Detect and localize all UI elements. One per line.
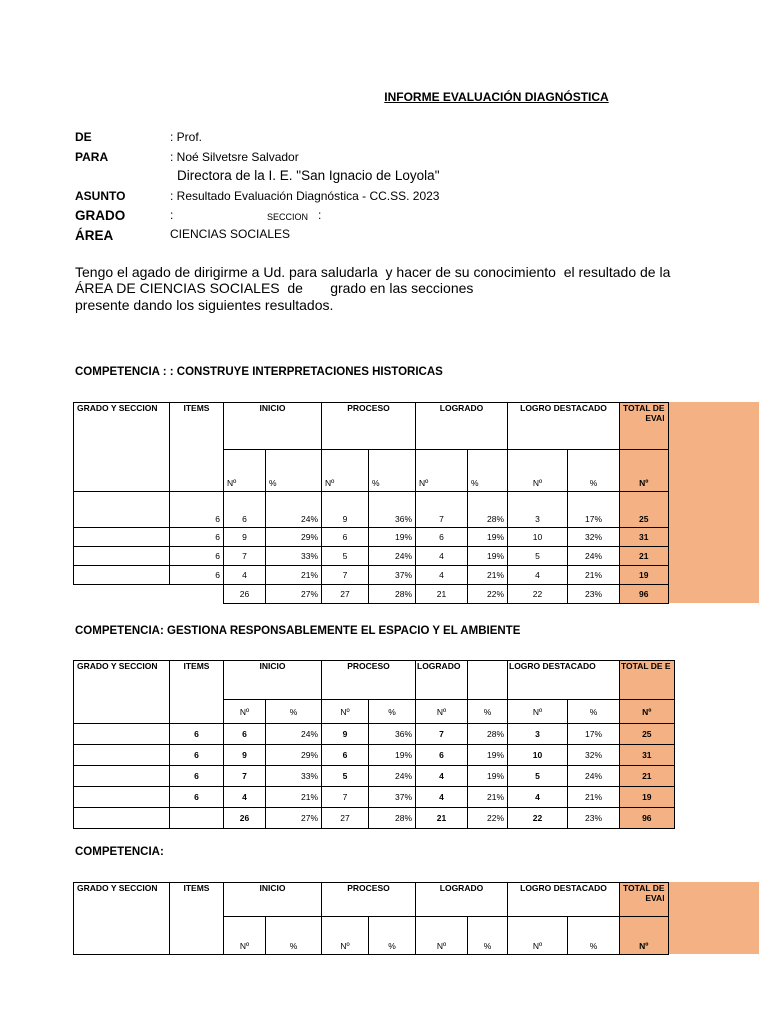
logrado-pct: 21%	[468, 787, 508, 808]
items-cell	[170, 808, 224, 829]
logro-n: 4	[508, 566, 568, 585]
logro-n: 3	[508, 724, 568, 745]
proceso-pct: 37%	[369, 787, 416, 808]
para-label: PARA	[75, 150, 109, 164]
subheader-pct: %	[568, 917, 620, 955]
header-grado-seccion: GRADO Y SECCION	[74, 883, 170, 955]
subheader-n: Nº	[416, 700, 468, 724]
total-n: 25	[620, 492, 669, 528]
area-value: CIENCIAS SOCIALES	[170, 227, 291, 241]
table-row	[74, 528, 669, 547]
competencia-title-3: COMPETENCIA:	[75, 846, 164, 858]
proceso-n: 7	[322, 566, 369, 585]
subheader-pct: %	[468, 917, 508, 955]
inicio-n: 6	[224, 724, 266, 745]
header-total-line2: EVAl	[645, 893, 665, 903]
inicio-n: 7	[224, 766, 266, 787]
logrado-pct: 19%	[468, 528, 508, 547]
subheader-n: Nº	[224, 700, 266, 724]
total-inicio-n: 26	[224, 808, 266, 829]
total-logrado-n: 21	[416, 585, 468, 604]
logro-pct: 17%	[568, 492, 620, 528]
header-blank	[468, 661, 508, 700]
inicio-n: 9	[224, 745, 266, 766]
competencia-title-2: COMPETENCIA: GESTIONA RESPONSABLEMENTE EL ESPACIO Y EL AMBIENTE	[75, 625, 521, 637]
items-cell: 6	[170, 724, 224, 745]
grado-cell	[74, 766, 170, 787]
logrado-n: 6	[416, 528, 468, 547]
logrado-pct: 19%	[468, 547, 508, 566]
subheader-pct: %	[369, 700, 416, 724]
logrado-pct: 19%	[468, 766, 508, 787]
header-proceso: PROCESO	[322, 661, 416, 700]
subheader-pct: %	[468, 450, 508, 492]
header-proceso: PROCESO	[322, 403, 416, 450]
subheader-pct: %	[568, 450, 620, 492]
logrado-pct: 28%	[468, 724, 508, 745]
header-total	[620, 403, 669, 450]
logro-n: 5	[508, 766, 568, 787]
logrado-pct: 28%	[468, 492, 508, 528]
subheader-pct: %	[369, 450, 416, 492]
inicio-pct: 29%	[266, 745, 322, 766]
total-n: 19	[620, 787, 675, 808]
logro-pct: 21%	[568, 787, 620, 808]
inicio-n: 7	[224, 547, 266, 566]
total-logro-pct: 23%	[568, 585, 620, 604]
page-title	[0, 90, 768, 104]
grado-cell	[74, 528, 170, 547]
items-cell: 6	[170, 566, 224, 585]
items-cell: 6	[170, 745, 224, 766]
logrado-n: 4	[416, 766, 468, 787]
proceso-n: 9	[322, 492, 369, 528]
inicio-pct: 29%	[266, 528, 322, 547]
header-proceso: PROCESO	[322, 883, 416, 917]
logrado-n: 7	[416, 492, 468, 528]
grado-cell	[74, 492, 170, 528]
logrado-pct: 21%	[468, 566, 508, 585]
items-cell: 6	[170, 547, 224, 566]
header-grado-seccion: GRADO Y SECCION	[74, 403, 170, 492]
proceso-n: 5	[322, 547, 369, 566]
table-row	[74, 766, 675, 787]
grado-label: GRADO	[75, 208, 126, 223]
total-logro-n: 22	[508, 585, 568, 604]
table-row	[74, 724, 675, 745]
total-logrado-pct: 22%	[468, 585, 508, 604]
para-line2: Directora de la I. E. "San Ignacio de Loyola"	[177, 168, 440, 183]
subheader-pct: %	[266, 700, 322, 724]
inicio-n: 9	[224, 528, 266, 547]
header-inicio: INICIO	[224, 883, 322, 917]
subheader-n: Nº	[224, 450, 266, 492]
table-row	[74, 566, 669, 585]
logro-pct: 21%	[568, 566, 620, 585]
proceso-pct: 24%	[369, 766, 416, 787]
header-total	[620, 883, 669, 917]
items-cell: 6	[170, 787, 224, 808]
logrado-pct: 19%	[468, 745, 508, 766]
asunto-value: : Resultado Evaluación Diagnóstica - CC.SS. 2023	[170, 189, 440, 203]
header-total-line1: TOTAL DE	[623, 403, 665, 413]
subheader-n: Nº	[322, 450, 369, 492]
logrado-n: 4	[416, 787, 468, 808]
subheader-n: Nº	[224, 917, 266, 955]
grand-total: 96	[620, 808, 675, 829]
subheader-pct: %	[266, 450, 322, 492]
paragraph-line3: presente dando los siguientes resultados.	[75, 297, 334, 313]
proceso-pct: 24%	[369, 547, 416, 566]
logrado-n: 4	[416, 566, 468, 585]
grado-value: :	[170, 208, 174, 222]
proceso-pct: 36%	[369, 724, 416, 745]
proceso-pct: 37%	[369, 566, 416, 585]
subheader-pct: %	[266, 917, 322, 955]
items-cell: 6	[170, 766, 224, 787]
total-inicio-pct: 27%	[266, 808, 322, 829]
proceso-n: 9	[322, 724, 369, 745]
header-logro-destacado: LOGRO DESTACADO	[508, 661, 620, 700]
header-logro-destacado: LOGRO DESTACADO	[508, 403, 620, 450]
de-value: : Prof.	[170, 130, 203, 144]
header-total-line1: TOTAL DE	[623, 883, 665, 893]
asunto-label: ASUNTO	[75, 189, 126, 203]
inicio-pct: 21%	[266, 566, 322, 585]
table-row	[74, 787, 675, 808]
total-n: 19	[620, 566, 669, 585]
subheader-total-n: Nº	[620, 917, 669, 955]
logro-n: 10	[508, 745, 568, 766]
header-logro-destacado: LOGRO DESTACADO	[508, 883, 620, 917]
paragraph-line1: Tengo el agado de dirigirme a Ud. para saludarla y hacer de su conocimiento el resultado de la	[75, 264, 671, 280]
total-logrado-n: 21	[416, 808, 468, 829]
inicio-pct: 33%	[266, 766, 322, 787]
header-logrado: LOGRADO	[416, 661, 468, 700]
header-logrado: LOGRADO	[416, 883, 508, 917]
header-grado-seccion: GRADO Y SECCION	[74, 661, 170, 724]
table-row	[74, 547, 669, 566]
logrado-n: 4	[416, 547, 468, 566]
total-logro-n: 22	[508, 808, 568, 829]
results-table-3	[73, 882, 669, 955]
inicio-pct: 24%	[266, 492, 322, 528]
total-proceso-n: 27	[322, 808, 369, 829]
subheader-n: Nº	[322, 917, 369, 955]
header-items: ITEMS	[170, 403, 224, 492]
proceso-n: 6	[322, 745, 369, 766]
logro-n: 5	[508, 547, 568, 566]
proceso-pct: 19%	[369, 745, 416, 766]
totals-row	[74, 585, 669, 604]
results-table-1	[73, 402, 669, 604]
total-n: 31	[620, 745, 675, 766]
total-column-fill-3	[666, 882, 759, 954]
proceso-pct: 36%	[369, 492, 416, 528]
total-proceso-n: 27	[322, 585, 369, 604]
total-inicio-pct: 27%	[266, 585, 322, 604]
total-n: 21	[620, 547, 669, 566]
subheader-total-n: Nº	[620, 450, 669, 492]
grand-total: 96	[620, 585, 669, 604]
logro-pct: 17%	[568, 724, 620, 745]
logro-n: 4	[508, 787, 568, 808]
de-label: DE	[75, 130, 92, 144]
header-logrado: LOGRADO	[416, 403, 508, 450]
inicio-pct: 24%	[266, 724, 322, 745]
subheader-pct: %	[468, 700, 508, 724]
logro-pct: 24%	[568, 547, 620, 566]
subheader-pct: %	[369, 917, 416, 955]
items-cell: 6	[170, 528, 224, 547]
items-cell	[170, 585, 224, 604]
header-inicio: INICIO	[224, 403, 322, 450]
logro-n: 3	[508, 492, 568, 528]
total-n: 21	[620, 766, 675, 787]
grado-cell	[74, 787, 170, 808]
total-logrado-pct: 22%	[468, 808, 508, 829]
proceso-pct: 19%	[369, 528, 416, 547]
subheader-n: Nº	[322, 700, 369, 724]
table-row	[74, 492, 669, 528]
para-value: : Noé Silvetsre Salvador	[170, 150, 299, 164]
grado-cell	[74, 585, 170, 604]
logrado-n: 6	[416, 745, 468, 766]
header-items: ITEMS	[170, 883, 224, 955]
subheader-n: Nº	[416, 917, 468, 955]
grado-cell	[74, 724, 170, 745]
logro-pct: 32%	[568, 528, 620, 547]
logrado-n: 7	[416, 724, 468, 745]
logro-pct: 32%	[568, 745, 620, 766]
proceso-n: 7	[322, 787, 369, 808]
proceso-n: 5	[322, 766, 369, 787]
title-text: INFORME EVALUACIÓN DIAGNÓSTICA	[384, 90, 609, 104]
total-proceso-pct: 28%	[369, 585, 416, 604]
header-inicio: INICIO	[224, 661, 322, 700]
table-row	[74, 745, 675, 766]
inicio-n: 4	[224, 566, 266, 585]
inicio-pct: 33%	[266, 547, 322, 566]
total-inicio-n: 26	[224, 585, 266, 604]
grado-cell	[74, 566, 170, 585]
header-total: TOTAL DE E	[620, 661, 675, 700]
seccion-value: :	[318, 208, 322, 222]
seccion-label: SECCION	[267, 212, 309, 222]
subheader-n: Nº	[416, 450, 468, 492]
subheader-total-n: Nº	[620, 700, 675, 724]
subheader-n: Nº	[508, 450, 568, 492]
subheader-n: Nº	[508, 917, 568, 955]
logro-n: 10	[508, 528, 568, 547]
inicio-n: 4	[224, 787, 266, 808]
subheader-pct: %	[568, 700, 620, 724]
area-label: ÁREA	[75, 228, 114, 243]
totals-row	[74, 808, 675, 829]
inicio-n: 6	[224, 492, 266, 528]
results-table-2	[73, 660, 675, 829]
total-logro-pct: 23%	[568, 808, 620, 829]
grado-cell	[74, 808, 170, 829]
items-cell: 6	[170, 492, 224, 528]
proceso-n: 6	[322, 528, 369, 547]
inicio-pct: 21%	[266, 787, 322, 808]
total-n: 25	[620, 724, 675, 745]
total-proceso-pct: 28%	[369, 808, 416, 829]
grado-cell	[74, 745, 170, 766]
header-total-line2: EVAl	[645, 413, 665, 423]
logro-pct: 24%	[568, 766, 620, 787]
header-items: ITEMS	[170, 661, 224, 724]
paragraph-line2: ÁREA DE CIENCIAS SOCIALES de grado en las secciones	[75, 280, 474, 296]
grado-cell	[74, 547, 170, 566]
competencia-title-1: COMPETENCIA : : CONSTRUYE INTERPRETACIONES HISTORICAS	[75, 366, 443, 378]
total-column-fill-1	[666, 402, 759, 603]
total-n: 31	[620, 528, 669, 547]
subheader-n: Nº	[508, 700, 568, 724]
